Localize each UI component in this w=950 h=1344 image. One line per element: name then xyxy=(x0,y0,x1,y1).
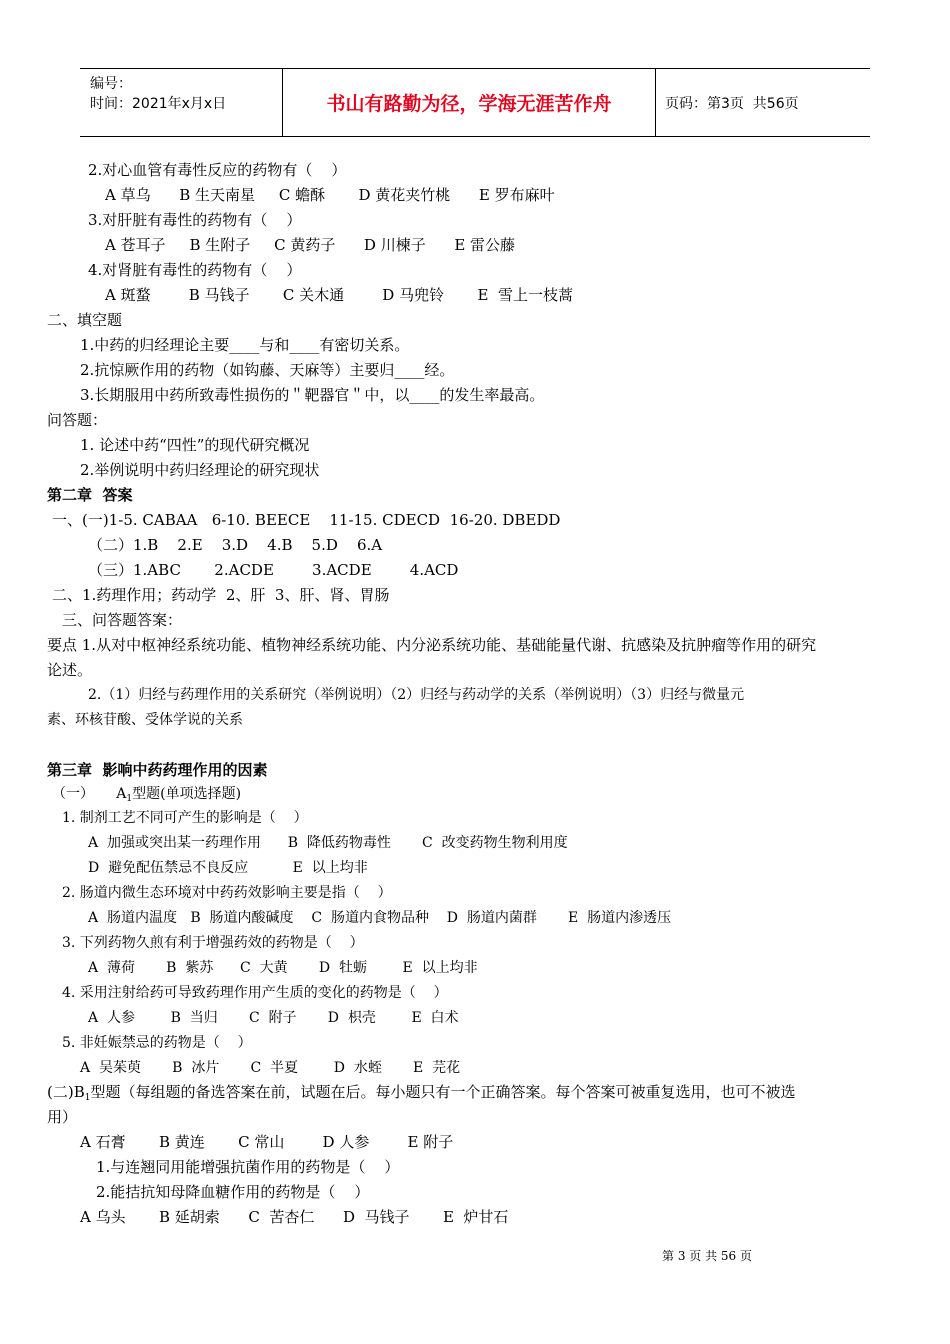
question-line: 3.对肝脏有毒性的药物有（ ） xyxy=(88,211,302,229)
answer-paragraph: 要点 1.从对中枢神经系统功能、植物神经系统功能、内分泌系统功能、基础能量代谢、抗感染及抗肿瘤等作用的研究 xyxy=(47,636,817,654)
options-line: A 石膏 B 黄连 C 常山 D 人参 E 附子 xyxy=(80,1133,454,1151)
options-line: D 避免配伍禁忌不良反应 E 以上均非 xyxy=(88,860,368,876)
chapter-title: 第三章 影响中药药理作用的因素 xyxy=(47,761,268,779)
answer-paragraph: 素、环核苷酸、受体学说的关系 xyxy=(47,712,243,728)
number-label: 编号： xyxy=(90,76,132,92)
question-line: 4.对肾脏有毒性的药物有（ ） xyxy=(88,261,302,279)
fill-blank-line: 3.长期服用中药所致毒性损伤的＂靶器官＂中，以____的发生率最高。 xyxy=(80,386,545,404)
header-page-label: 页码：第3页 共56页 xyxy=(665,95,799,112)
options-line: A 人参 B 当归 C 附子 D 枳壳 E 白术 xyxy=(88,1010,459,1026)
header-table xyxy=(80,68,870,137)
section-heading: 问答题： xyxy=(47,411,108,429)
question-line: 1. 制剂工艺不同可产生的影响是（ ） xyxy=(62,810,308,826)
question-line: 2. 肠道内微生态环境对中药药效影响主要是指（ ） xyxy=(62,885,392,901)
answer-line: （三）1.ABC 2.ACDE 3.ACDE 4.ACD xyxy=(88,561,459,579)
options-line: A 吴茱萸 B 冰片 C 半夏 D 水蛭 E 芫花 xyxy=(80,1060,461,1076)
options-line: A 苍耳子 B 生附子 C 黄药子 D 川楝子 E 雷公藤 xyxy=(105,236,516,254)
fill-blank-line: 2.抗惊厥作用的药物（如钩藤、天麻等）主要归____经。 xyxy=(80,361,455,379)
answer-line: 二、1.药理作用；药动学 2、肝 3、肝、肾、胃肠 xyxy=(52,586,390,604)
date-label: 时间：2021年x月x日 xyxy=(90,96,227,112)
question-type-heading: (二)$B_1$型题（每组题的备选答案在前，试题在后。每小题只有一个正确答案。每个答案可被重复选用，也可不被选 xyxy=(47,1083,796,1103)
options-line: A 加强或突出某一药理作用 B 降低药物毒性 C 改变药物生物利用度 xyxy=(88,835,568,851)
answer-line: 三、问答题答案： xyxy=(62,611,183,629)
section-heading: 二、填空题 xyxy=(47,311,123,329)
options-line: A 薄荷 B 紫苏 C 大黄 D 牡蛎 E 以上均非 xyxy=(88,960,478,976)
page-footer: 第 3 页 共 56 页 xyxy=(662,1249,752,1263)
answer-line: （二）1.B 2.E 3.D 4.B 5.D 6.A xyxy=(88,536,383,554)
options-line: A 斑蝥 B 马钱子 C 关木通 D 马兜铃 E 雪上一枝蒿 xyxy=(105,286,573,304)
header-meta-cell xyxy=(80,69,283,136)
chapter-title: 第二章 答案 xyxy=(47,486,133,504)
question-line: 5. 非妊娠禁忌的药物是（ ） xyxy=(62,1035,252,1051)
options-line: A 乌头 B 延胡索 C 苦杏仁 D 马钱子 E 炉甘石 xyxy=(80,1208,509,1226)
question-line: 2.能拮抗知母降血糖作用的药物是（ ） xyxy=(96,1183,370,1201)
answer-line: 一、(一)1-5. CABAA 6-10. BEECE 11-15. CDECD 16-20. DBEDD xyxy=(52,511,561,529)
question-line: 3. 下列药物久煎有利于增强药效的药物是（ ） xyxy=(62,935,364,951)
answer-paragraph: 2.（1）归经与药理作用的关系研究（举例说明）（2）归经与药动学的关系（举例说明）（3）归经与微量元 xyxy=(88,687,745,703)
question-line: 4. 采用注射给药可导致药理作用产生质的变化的药物是（ ） xyxy=(62,985,448,1001)
question-line: 2.对心血管有毒性反应的药物有（ ） xyxy=(88,161,347,179)
question-type-heading: （一） $A_1$型题(单项选择题) xyxy=(52,786,242,804)
options-line: A 肠道内温度 B 肠道内酸碱度 C 肠道内食物品种 D 肠道内菌群 E 肠道内渗透压 xyxy=(88,910,672,926)
essay-question: 2.举例说明中药归经理论的研究现状 xyxy=(80,461,320,479)
header-motto: 书山有路勤为径，学海无涯苦作舟 xyxy=(283,69,656,136)
essay-question: 1. 论述中药“四性”的现代研究概况 xyxy=(80,436,310,454)
answer-paragraph: 论述。 xyxy=(47,661,93,679)
fill-blank-line: 1.中药的归经理论主要____与和____有密切关系。 xyxy=(80,336,410,354)
question-line: 1.与连翘同用能增强抗菌作用的药物是（ ） xyxy=(96,1158,400,1176)
question-type-heading: 用） xyxy=(47,1108,78,1126)
options-line: A 草乌 B 生天南星 C 蟾酥 D 黄花夹竹桃 E 罗布麻叶 xyxy=(105,186,555,204)
